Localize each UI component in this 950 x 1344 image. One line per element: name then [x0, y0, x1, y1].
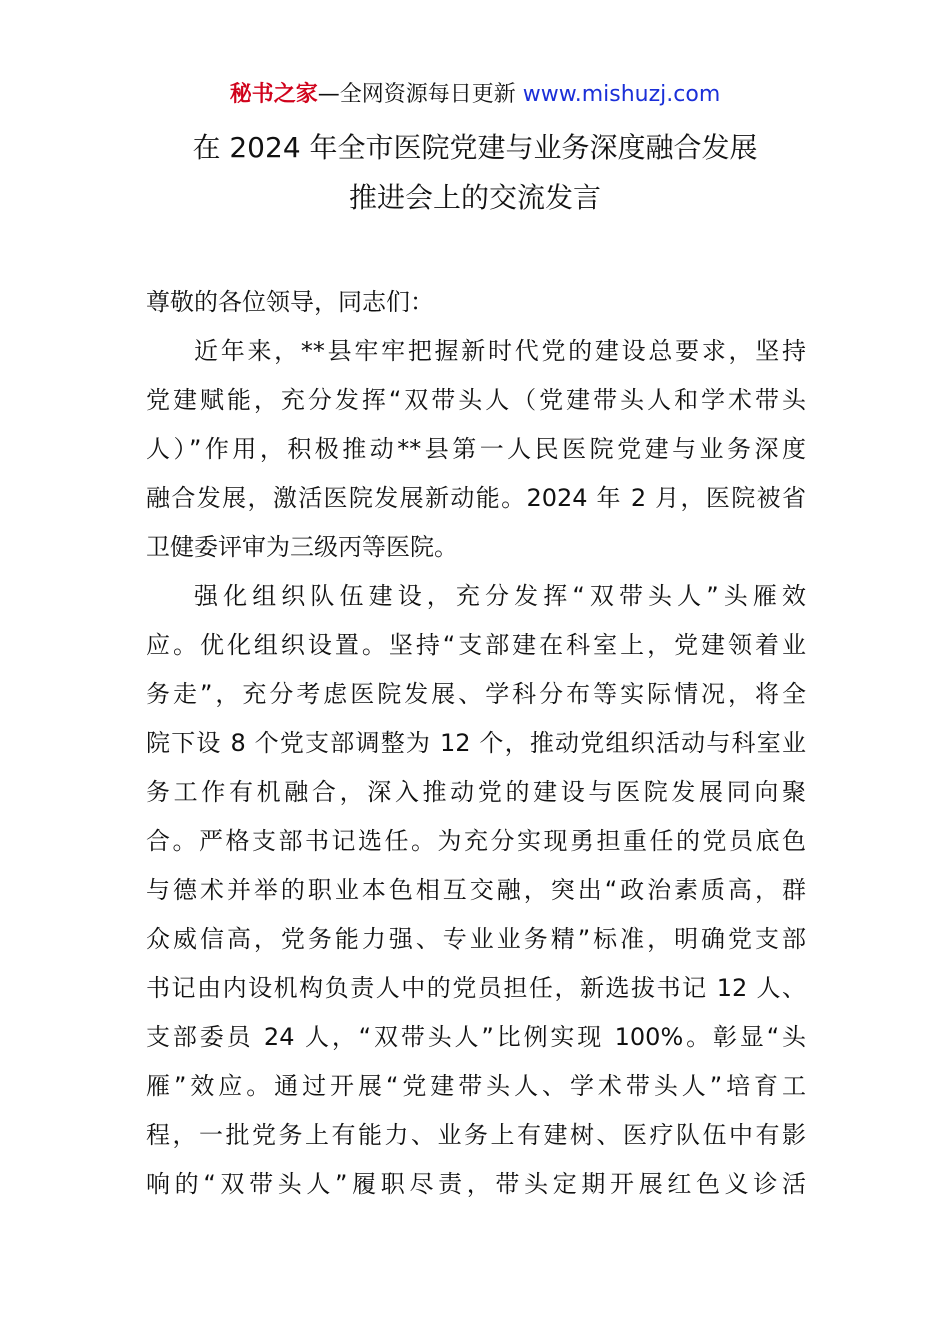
paragraph-line: 近年来，**县牢牢把握新时代党的建设总要求，坚持 — [194, 337, 806, 365]
paragraph-line: 务走”，充分考虑医院发展、学科分布等实际情况，将全 — [146, 680, 806, 708]
paragraph-line: 人）”作用，积极推动**县第一人民医院党建与业务深度 — [146, 435, 806, 463]
paragraph-line: 卫健委评审为三级丙等医院。 — [146, 533, 458, 561]
paragraph-line: 务工作有机融合，深入推动党的建设与医院发展同向聚 — [146, 778, 806, 806]
paragraph-line: 响的“双带头人”履职尽责，带头定期开展红色义诊活 — [146, 1170, 806, 1198]
brand-name: 秘书之家 — [229, 82, 318, 107]
salutation: 尊敬的各位领导，同志们： — [146, 288, 434, 316]
paragraph-line: 党建赋能，充分发挥“双带头人（党建带头人和学术带头 — [146, 386, 806, 414]
paragraph-line: 应。优化组织设置。坚持“支部建在科室上，党建领着业 — [146, 631, 806, 659]
paragraph-line: 雁”效应。通过开展“党建带头人、学术带头人”培育工 — [146, 1072, 806, 1100]
paragraph-1 — [146, 327, 806, 572]
paragraph-line: 强化组织队伍建设，充分发挥“双带头人”头雁效 — [194, 582, 806, 610]
paragraph-line: 程，一批党务上有能力、业务上有建树、医疗队伍中有影 — [146, 1121, 806, 1149]
document-title-line-2: 推进会上的交流发言 — [348, 181, 601, 214]
paragraph-line: 融合发展，激活医院发展新动能。2024 年 2 月，医院被省 — [146, 484, 806, 512]
document-title-line-1: 在 2024 年全市医院党建与业务深度融合发展 — [192, 131, 758, 164]
paragraph-line: 合。严格支部书记选任。为充分实现勇担重任的党员底色 — [146, 827, 806, 855]
paragraph-line: 书记由内设机构负责人中的党员担任，新选拔书记 12 人、 — [146, 974, 806, 1002]
paragraph-line: 众威信高，党务能力强、专业业务精”标准，明确党支部 — [146, 925, 806, 953]
paragraph-line: 支部委员 24 人，“双带头人”比例实现 100%。彰显“头 — [146, 1023, 806, 1051]
paragraph-2 — [146, 572, 806, 1209]
site-url-link[interactable]: www.mishuzj.com — [522, 82, 721, 107]
document-body — [146, 278, 806, 1209]
paragraph-line: 与德术并举的职业本色相互交融，突出“政治素质高，群 — [146, 876, 806, 904]
site-header — [0, 80, 950, 110]
header-tagline: —全网资源每日更新 — [317, 82, 523, 107]
paragraph-line: 院下设 8 个党支部调整为 12 个，推动党组织活动与科室业 — [146, 729, 806, 757]
